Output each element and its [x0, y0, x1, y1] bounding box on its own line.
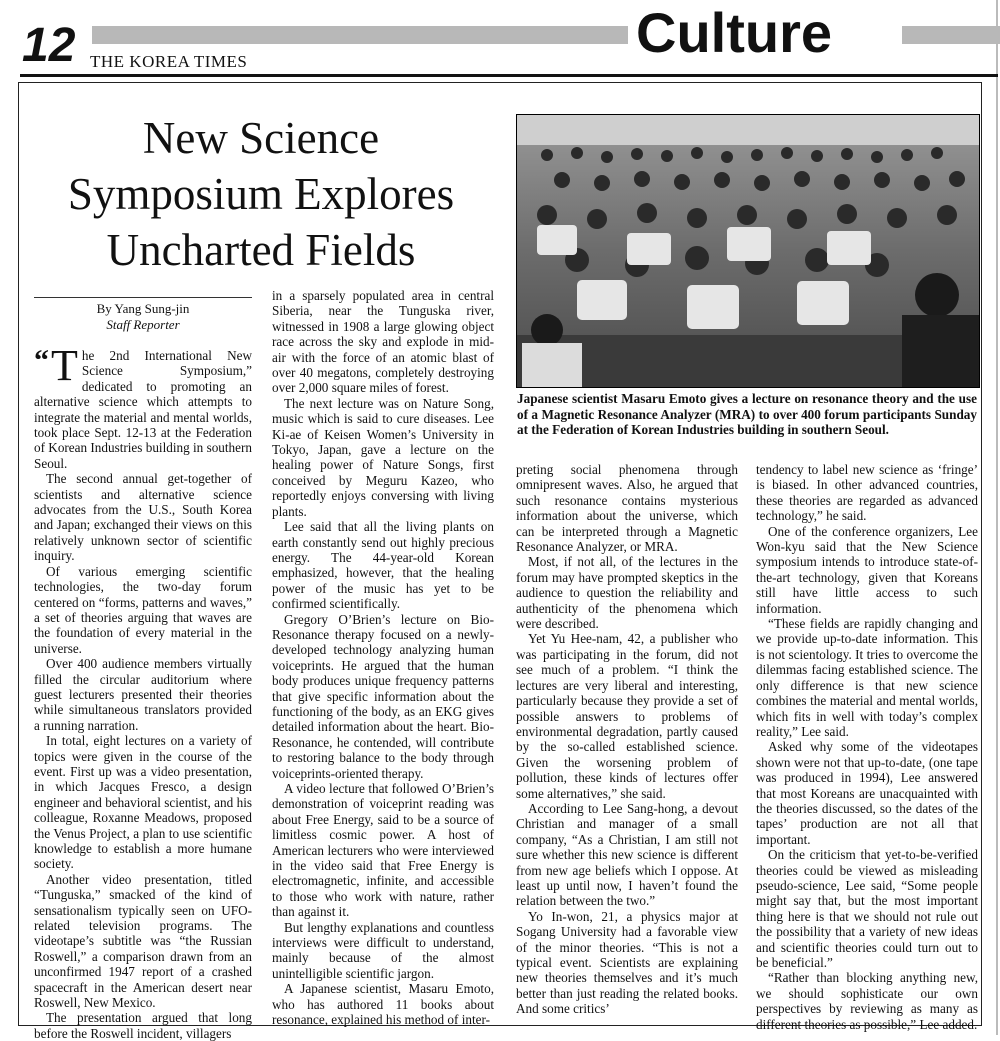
paragraph: Lee said that all the living plants on earth constantly send out highly precious energy. The 44-year-old Korean emphasized, however, that the healing power of the music has yet to be confirmed scientifically. — [272, 519, 494, 612]
article-column-4 — [756, 462, 978, 1032]
header-gray-band — [92, 26, 628, 44]
article-column-1 — [34, 341, 252, 1041]
page-number: 12 — [22, 19, 76, 72]
paragraph: But lengthy explanations and countless interviews were difficult to understand, mainly because of the almost unintelligible scientific jargon. — [272, 919, 494, 981]
paragraph: A Japanese scientist, Masaru Emoto, who has authored 11 books about resonance, explained his method of inter- — [272, 981, 494, 1028]
paragraph: Of various emerging scientific technologies, the two-day forum centered on “forms, patterns and waves,” a set of theories arguing that waves are the foundation of every material in the universe. — [34, 563, 252, 656]
paragraph: A video lecture that followed O’Brien’s demonstration of voiceprint reading was about Free Energy, said to be a source of limitless cosmic power. A host of American lecturers who were interviewed in the video said that Free Energy is electromagnetic, infinite, and accessible to those who work with nature, rather than against it. — [272, 781, 494, 920]
paragraph: The next lecture was on Nature Song, music which is said to cure diseases. Lee Ki-ae of Keisen Women’s University in Tokyo, Japan, gave a lecture on the healing power of Nature Songs, first conceived by Meguru Kazeo, who reportedly enjoys conversing with living plants. — [272, 395, 494, 519]
paragraph: in a sparsely populated area in central Siberia, near the Tunguska river, witnessed in 1908 a large glowing object race across the sky and explode in mid-air with the force of an atomic blast of over 40 megatons, completely destroying over 2,000 square miles of forest. — [272, 288, 494, 396]
paragraph: The presentation argued that long before the Roswell incident, villagers — [34, 1010, 252, 1041]
lecture-photo — [516, 114, 980, 388]
paragraph: “These fields are rapidly changing and we provide up-to-date information. This is not scientology. It tries to overcome the dilemmas facing established science. The only difference is that new science combines the material and mental worlds, which fits in well with today’s complex reality,” Lee said. — [756, 616, 978, 739]
paragraph: On the criticism that yet-to-be-verified theories could be viewed as misleading pseudo-science, Lee said, “Some people might say that, but the most important thing here is that we should not rule out the possibility that a variety of new ideas and scientific theories could turn out to be beneficial.” — [756, 847, 978, 970]
paragraph: Another video presentation, titled “Tunguska,” smacked of the kind of sensationalism typically seen on UFO-related television programs. The videotape’s subtitle was “the Russian Roswell,” a comparison drawn from an unconfirmed 1947 report of a crashed spacecraft in the American desert near Roswell, New Mexico. — [34, 871, 252, 1011]
paragraph: Asked why some of the videotapes shown were not that up-to-date, (one tape was produced in 1994), Lee answered that most Koreans are unacquainted with the theories discussed, so the dates of the tapes’ production are not all that important. — [756, 739, 978, 847]
byline-role: Staff Reporter — [106, 317, 180, 332]
headline-line: Uncharted Fields — [106, 225, 416, 275]
auditorium-image — [517, 115, 979, 387]
paragraph: One of the conference organizers, Lee Won-kyu said that the New Science symposium intends to introduce state-of-the-art technology, given that Koreans still have little access to such information. — [756, 523, 978, 616]
article-column-2 — [272, 288, 494, 1028]
byline — [34, 301, 252, 333]
paragraph: preting social phenomena through omnipresent waves. Also, he argued that such resonance contains mysterious information about the universe, which can be interpreted through a Magnetic Resonance Analyzer, or MRA. — [516, 462, 738, 555]
drop-cap: T — [51, 341, 78, 390]
section-title: Culture — [636, 1, 832, 64]
scan-edge — [996, 0, 998, 1035]
paragraph: According to Lee Sang-hong, a devout Christian and manager of a small company, “As a Christian, I am still not sure whether this new science is different from new age beliefs which I oppose. At least up until now, I haven’t found the relation between the two.” — [516, 800, 738, 909]
byline-rule — [34, 297, 252, 298]
paragraph: Yet Yu Hee-nam, 42, a publisher who was participating in the forum, did not see much of a problem. “I think the lectures are very liberal and interesting, particularly because they provide a set of possible answers to problems of environmental degradation, partly caused by the so-called established science. Given the worsening problem of pollution, these kinds of lectures offer some alternatives,” she said. — [516, 631, 738, 801]
paragraph: In total, eight lectures on a variety of topics were given in the course of the event. First up was a video presentation, in which Jacques Fresco, a design engineer and behavioral scientist, and his colleague, Roxanne Meadows, proposed the Venus Project, a plan to use scientific knowledge to establish a more humane society. — [34, 733, 252, 872]
header-gray-band-right — [902, 26, 1000, 44]
paragraph: tendency to label new science as ‘fringe’ is biased. In other advanced countries, these theories are regarded as advanced technology,” he said. — [756, 462, 978, 524]
paper-name: THE KOREA TIMES — [90, 52, 248, 71]
headline-line: New Science — [142, 113, 380, 163]
paragraph: “Rather than blocking anything new, we should sophisticate our own perspectives by reviewing as many as different theories as possible,” Lee added. — [756, 970, 978, 1032]
paragraph: Yo In-won, 21, a physics major at Sogang University had a favorable view of the minor theories. “This is not a typical event. Scientists are explaining new theories themselves and it’s much better than just reading the related books. And some critics’ — [516, 908, 738, 1017]
headline-line: Symposium Explores — [67, 169, 455, 219]
paragraph: Gregory O’Brien’s lecture on Bio-Resonance therapy focused on a newly-developed technology analyzing human voiceprints. He argued that the human body produces unique frequency patterns that give specific information about the functioning of the body, as an EKG gives detailed information about the heart. Bio-Resonance, he contended, will contribute to restoring balance to the body through voiceprints-oriented therapy. — [272, 611, 494, 781]
lead-paragraph — [34, 341, 252, 471]
header-rule — [20, 74, 998, 77]
article-column-3 — [516, 462, 738, 1017]
paragraph: Over 400 audience members virtually filled the circular auditorium where guest lecturers presented their theories while simultaneous translators provided a running narration. — [34, 656, 252, 733]
photo-caption: Japanese scientist Masaru Emoto gives a lecture on resonance theory and the use of a Magnetic Resonance Analyzer (MRA) to over 400 forum participants Sunday at the Federation of Korean Industries building in southern Seoul. — [517, 391, 977, 437]
byline-author: By Yang Sung-jin — [96, 301, 190, 316]
paragraph: Most, if not all, of the lectures in the forum may have prompted skeptics in the audience to question the reliability and authenticity of the phenomena which were described. — [516, 554, 738, 632]
lead-text: he 2nd International New Science Symposium,” dedicated to promoting an alternative science which attempts to integrate the material and mental worlds, took place Sept. 12-13 at the Federation of Korean Industries building in southern Seoul. — [34, 348, 252, 471]
paragraph: The second annual get-together of scientists and alternative science advocates from the U.S., South Korea and Japan; exchanged their views on this relatively unknown sector of scientific inquiry. — [34, 471, 252, 564]
drop-quote: “ — [34, 344, 49, 377]
headline — [32, 110, 490, 278]
